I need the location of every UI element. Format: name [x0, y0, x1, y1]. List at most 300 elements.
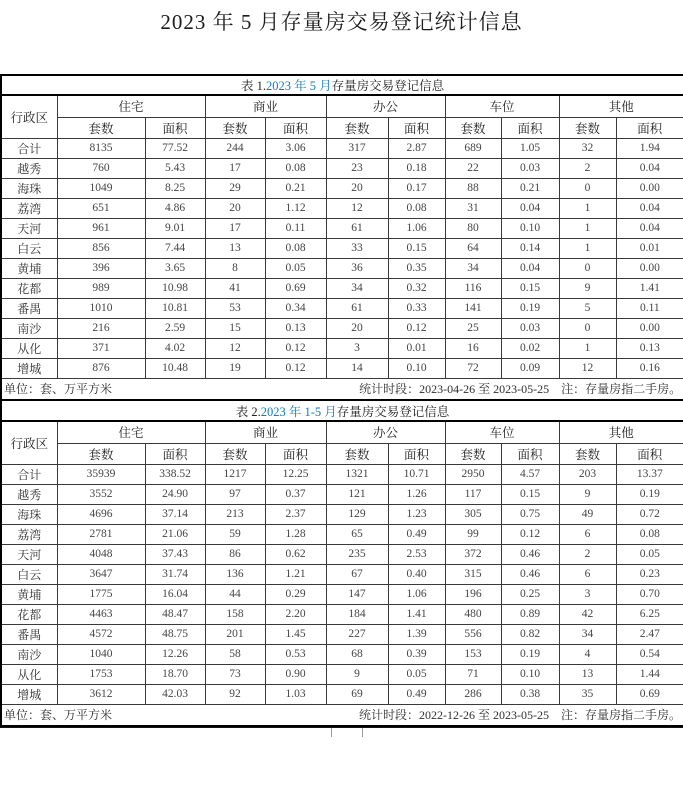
value-cell: 2781	[57, 524, 145, 544]
value-cell: 0.04	[501, 258, 559, 278]
value-cell: 0.15	[388, 238, 445, 258]
value-cell: 286	[445, 684, 501, 704]
sub-header-area: 面积	[388, 443, 445, 464]
value-cell: 876	[57, 358, 145, 378]
group-header-commercial: 商业	[205, 421, 326, 443]
value-cell: 0.82	[501, 624, 559, 644]
region-cell: 荔湾	[1, 198, 57, 218]
value-cell: 1.03	[265, 684, 326, 704]
value-cell: 0.17	[388, 178, 445, 198]
value-cell: 0.08	[265, 238, 326, 258]
table-row	[1, 604, 683, 624]
value-cell: 0.33	[388, 298, 445, 318]
value-cell: 3647	[57, 564, 145, 584]
value-cell: 0.49	[388, 524, 445, 544]
value-cell: 396	[57, 258, 145, 278]
value-cell: 18.70	[145, 664, 205, 684]
table-row	[1, 238, 683, 258]
value-cell: 71	[445, 664, 501, 684]
unit-label: 单位：套、万平方米	[4, 708, 113, 723]
tables-container	[0, 74, 683, 736]
value-cell: 24.90	[145, 484, 205, 504]
period-label: 统计时段：2023-04-26 至 2023-05-25	[359, 382, 550, 397]
value-cell: 1.12	[265, 198, 326, 218]
table-2-caption	[1, 401, 683, 421]
sub-header-units: 套数	[205, 117, 265, 138]
value-cell: 0.19	[501, 298, 559, 318]
value-cell: 0	[559, 318, 616, 338]
value-cell: 37.14	[145, 504, 205, 524]
value-cell: 0.18	[388, 158, 445, 178]
sub-header-units: 套数	[57, 443, 145, 464]
value-cell: 0.03	[501, 158, 559, 178]
value-cell: 856	[57, 238, 145, 258]
value-cell: 147	[326, 584, 388, 604]
value-cell: 35939	[57, 464, 145, 484]
table-row	[1, 278, 683, 298]
value-cell: 8.25	[145, 178, 205, 198]
table-row	[1, 564, 683, 584]
value-cell: 42.03	[145, 684, 205, 704]
region-cell: 海珠	[1, 178, 57, 198]
table-2-footer	[1, 704, 683, 726]
value-cell: 73	[205, 664, 265, 684]
value-cell: 10.71	[388, 464, 445, 484]
value-cell: 48.75	[145, 624, 205, 644]
value-cell: 0.01	[388, 338, 445, 358]
value-cell: 12	[205, 338, 265, 358]
value-cell: 315	[445, 564, 501, 584]
value-cell: 0.37	[265, 484, 326, 504]
value-cell: 12	[326, 198, 388, 218]
region-cell: 天河	[1, 544, 57, 564]
region-cell: 花都	[1, 604, 57, 624]
value-cell: 0	[559, 178, 616, 198]
table-row	[1, 484, 683, 504]
value-cell: 0.15	[501, 484, 559, 504]
value-cell: 13.37	[616, 464, 683, 484]
region-cell: 越秀	[1, 158, 57, 178]
table-row	[1, 544, 683, 564]
caption-suffix: 存量房交易登记信息	[331, 79, 445, 93]
value-cell: 10.98	[145, 278, 205, 298]
region-cell: 番禺	[1, 298, 57, 318]
value-cell: 1753	[57, 664, 145, 684]
value-cell: 0.25	[501, 584, 559, 604]
table-1-caption-row	[1, 75, 683, 95]
table-row	[1, 584, 683, 604]
value-cell: 141	[445, 298, 501, 318]
value-cell: 0.35	[388, 258, 445, 278]
group-header-office: 办公	[326, 95, 445, 117]
partial-cell-border	[331, 728, 332, 737]
value-cell: 0.12	[501, 524, 559, 544]
value-cell: 0.00	[616, 178, 683, 198]
value-cell: 0.70	[616, 584, 683, 604]
value-cell: 16	[445, 338, 501, 358]
caption-suffix: 存量房交易登记信息	[336, 404, 450, 419]
value-cell: 21.06	[145, 524, 205, 544]
table-row	[1, 684, 683, 704]
value-cell: 1.06	[388, 584, 445, 604]
value-cell: 153	[445, 644, 501, 664]
region-cell: 从化	[1, 664, 57, 684]
table-2-footer-row	[1, 704, 683, 726]
value-cell: 305	[445, 504, 501, 524]
value-cell: 0.11	[616, 298, 683, 318]
value-cell: 25	[445, 318, 501, 338]
value-cell: 4.57	[501, 464, 559, 484]
value-cell: 1.94	[616, 138, 683, 158]
value-cell: 1.28	[265, 524, 326, 544]
region-cell: 黄埔	[1, 584, 57, 604]
value-cell: 158	[205, 604, 265, 624]
value-cell: 1321	[326, 464, 388, 484]
value-cell: 0.13	[616, 338, 683, 358]
value-cell: 0.03	[501, 318, 559, 338]
sub-header-area: 面积	[616, 117, 683, 138]
value-cell: 6	[559, 524, 616, 544]
value-cell: 0.04	[616, 218, 683, 238]
value-cell: 0.11	[265, 218, 326, 238]
table-row	[1, 644, 683, 664]
value-cell: 0.34	[265, 298, 326, 318]
value-cell: 196	[445, 584, 501, 604]
table-row	[1, 158, 683, 178]
sub-header-units: 套数	[57, 117, 145, 138]
value-cell: 23	[326, 158, 388, 178]
sub-header-area: 面积	[145, 117, 205, 138]
value-cell: 0.08	[616, 524, 683, 544]
value-cell: 3	[326, 338, 388, 358]
value-cell: 4	[559, 644, 616, 664]
sub-header-area: 面积	[265, 443, 326, 464]
value-cell: 17	[205, 218, 265, 238]
value-cell: 22	[445, 158, 501, 178]
value-cell: 6	[559, 564, 616, 584]
value-cell: 0.08	[388, 198, 445, 218]
value-cell: 1217	[205, 464, 265, 484]
sub-header-area: 面积	[145, 443, 205, 464]
value-cell: 31.74	[145, 564, 205, 584]
value-cell: 1775	[57, 584, 145, 604]
value-cell: 69	[326, 684, 388, 704]
value-cell: 4463	[57, 604, 145, 624]
value-cell: 556	[445, 624, 501, 644]
value-cell: 99	[445, 524, 501, 544]
value-cell: 4696	[57, 504, 145, 524]
value-cell: 48.47	[145, 604, 205, 624]
value-cell: 65	[326, 524, 388, 544]
region-cell: 白云	[1, 238, 57, 258]
value-cell: 10.81	[145, 298, 205, 318]
value-cell: 0.21	[501, 178, 559, 198]
caption-period: 2023 年 5 月	[265, 79, 332, 93]
region-cell: 白云	[1, 564, 57, 584]
table-row	[1, 464, 683, 484]
table-row	[1, 504, 683, 524]
value-cell: 0.04	[616, 158, 683, 178]
value-cell: 0.46	[501, 544, 559, 564]
value-cell: 651	[57, 198, 145, 218]
value-cell: 0	[559, 258, 616, 278]
sub-header-units: 套数	[326, 443, 388, 464]
table-1-sub-header-row	[1, 117, 683, 138]
value-cell: 88	[445, 178, 501, 198]
value-cell: 213	[205, 504, 265, 524]
value-cell: 1	[559, 338, 616, 358]
sub-header-area: 面积	[388, 117, 445, 138]
value-cell: 0.12	[388, 318, 445, 338]
value-cell: 13	[205, 238, 265, 258]
value-cell: 0.21	[265, 178, 326, 198]
value-cell: 3552	[57, 484, 145, 504]
region-cell: 南沙	[1, 318, 57, 338]
value-cell: 203	[559, 464, 616, 484]
value-cell: 20	[326, 318, 388, 338]
period-label: 统计时段：2022-12-26 至 2023-05-25	[359, 708, 550, 723]
value-cell: 0.23	[616, 564, 683, 584]
value-cell: 216	[57, 318, 145, 338]
value-cell: 689	[445, 138, 501, 158]
value-cell: 13	[559, 664, 616, 684]
table-1-footer	[1, 378, 683, 400]
table-3-partial	[0, 727, 683, 736]
value-cell: 1.21	[265, 564, 326, 584]
value-cell: 15	[205, 318, 265, 338]
region-cell: 从化	[1, 338, 57, 358]
value-cell: 0.12	[265, 338, 326, 358]
value-cell: 0.53	[265, 644, 326, 664]
value-cell: 5.43	[145, 158, 205, 178]
region-cell: 花都	[1, 278, 57, 298]
value-cell: 0.04	[616, 198, 683, 218]
table-1-caption	[1, 75, 683, 95]
caption-prefix: 表 1.	[240, 79, 266, 93]
value-cell: 0.75	[501, 504, 559, 524]
value-cell: 34	[559, 624, 616, 644]
group-header-commercial: 商业	[205, 95, 326, 117]
value-cell: 2.20	[265, 604, 326, 624]
value-cell: 3	[559, 584, 616, 604]
value-cell: 0.38	[501, 684, 559, 704]
table-row	[1, 218, 683, 238]
region-cell: 合计	[1, 138, 57, 158]
value-cell: 80	[445, 218, 501, 238]
value-cell: 8	[205, 258, 265, 278]
value-cell: 19	[205, 358, 265, 378]
value-cell: 0.46	[501, 564, 559, 584]
value-cell: 12.25	[265, 464, 326, 484]
value-cell: 0.00	[616, 318, 683, 338]
value-cell: 1.44	[616, 664, 683, 684]
region-cell: 增城	[1, 358, 57, 378]
value-cell: 59	[205, 524, 265, 544]
value-cell: 1.05	[501, 138, 559, 158]
table-1-footer-row	[1, 378, 683, 400]
value-cell: 3612	[57, 684, 145, 704]
table-2-sub-header-row	[1, 443, 683, 464]
table-row	[1, 524, 683, 544]
value-cell: 20	[205, 198, 265, 218]
sub-header-area: 面积	[265, 117, 326, 138]
value-cell: 31	[445, 198, 501, 218]
value-cell: 16.04	[145, 584, 205, 604]
value-cell: 1.41	[388, 604, 445, 624]
sub-header-units: 套数	[559, 117, 616, 138]
value-cell: 760	[57, 158, 145, 178]
value-cell: 1049	[57, 178, 145, 198]
note-label: 注：存量房指二手房。	[561, 382, 682, 397]
value-cell: 0.00	[616, 258, 683, 278]
value-cell: 0.62	[265, 544, 326, 564]
value-cell: 44	[205, 584, 265, 604]
value-cell: 0.49	[388, 684, 445, 704]
value-cell: 3.65	[145, 258, 205, 278]
value-cell: 0.10	[501, 664, 559, 684]
region-cell: 番禺	[1, 624, 57, 644]
value-cell: 8135	[57, 138, 145, 158]
group-header-parking: 车位	[445, 95, 559, 117]
column-header-region: 行政区	[1, 421, 57, 464]
value-cell: 0.05	[265, 258, 326, 278]
table-2	[0, 401, 683, 727]
partial-cell-border	[362, 728, 363, 737]
value-cell: 68	[326, 644, 388, 664]
table-row	[1, 138, 683, 158]
table-row	[1, 358, 683, 378]
value-cell: 0.29	[265, 584, 326, 604]
value-cell: 227	[326, 624, 388, 644]
value-cell: 0.40	[388, 564, 445, 584]
sub-header-units: 套数	[205, 443, 265, 464]
sub-header-units: 套数	[326, 117, 388, 138]
table-1-body	[1, 138, 683, 378]
table-row	[1, 258, 683, 278]
group-header-other: 其他	[559, 421, 683, 443]
value-cell: 0.14	[501, 238, 559, 258]
value-cell: 0.13	[265, 318, 326, 338]
value-cell: 5	[559, 298, 616, 318]
value-cell: 1.26	[388, 484, 445, 504]
region-cell: 黄埔	[1, 258, 57, 278]
value-cell: 116	[445, 278, 501, 298]
value-cell: 61	[326, 218, 388, 238]
value-cell: 129	[326, 504, 388, 524]
value-cell: 0.04	[501, 198, 559, 218]
value-cell: 9.01	[145, 218, 205, 238]
value-cell: 2.47	[616, 624, 683, 644]
value-cell: 58	[205, 644, 265, 664]
value-cell: 9	[559, 484, 616, 504]
value-cell: 961	[57, 218, 145, 238]
table-row	[1, 338, 683, 358]
value-cell: 37.43	[145, 544, 205, 564]
value-cell: 1010	[57, 298, 145, 318]
note-label: 注：存量房指二手房。	[561, 708, 682, 723]
value-cell: 12.26	[145, 644, 205, 664]
value-cell: 4572	[57, 624, 145, 644]
value-cell: 36	[326, 258, 388, 278]
value-cell: 49	[559, 504, 616, 524]
region-cell: 增城	[1, 684, 57, 704]
value-cell: 0.05	[616, 544, 683, 564]
value-cell: 3.06	[265, 138, 326, 158]
value-cell: 1	[559, 218, 616, 238]
value-cell: 61	[326, 298, 388, 318]
value-cell: 0.90	[265, 664, 326, 684]
table-row	[1, 664, 683, 684]
value-cell: 92	[205, 684, 265, 704]
value-cell: 42	[559, 604, 616, 624]
value-cell: 201	[205, 624, 265, 644]
value-cell: 20	[326, 178, 388, 198]
caption-prefix: 表 2.	[235, 404, 261, 419]
value-cell: 317	[326, 138, 388, 158]
value-cell: 0.19	[616, 484, 683, 504]
value-cell: 1.45	[265, 624, 326, 644]
sub-header-units: 套数	[445, 117, 501, 138]
value-cell: 72	[445, 358, 501, 378]
value-cell: 7.44	[145, 238, 205, 258]
value-cell: 77.52	[145, 138, 205, 158]
region-cell: 南沙	[1, 644, 57, 664]
value-cell: 338.52	[145, 464, 205, 484]
table-2-group-header-row	[1, 421, 683, 443]
value-cell: 1.06	[388, 218, 445, 238]
value-cell: 2.87	[388, 138, 445, 158]
table-1	[0, 74, 683, 401]
unit-label: 单位：套、万平方米	[4, 382, 113, 397]
value-cell: 2	[559, 544, 616, 564]
value-cell: 1	[559, 238, 616, 258]
value-cell: 34	[326, 278, 388, 298]
value-cell: 371	[57, 338, 145, 358]
value-cell: 29	[205, 178, 265, 198]
value-cell: 1	[559, 198, 616, 218]
value-cell: 6.25	[616, 604, 683, 624]
value-cell: 0.32	[388, 278, 445, 298]
value-cell: 0.15	[501, 278, 559, 298]
value-cell: 2.59	[145, 318, 205, 338]
value-cell: 2.37	[265, 504, 326, 524]
value-cell: 244	[205, 138, 265, 158]
table-1-group-header-row	[1, 95, 683, 117]
sub-header-units: 套数	[559, 443, 616, 464]
value-cell: 0.09	[501, 358, 559, 378]
value-cell: 86	[205, 544, 265, 564]
table-row	[1, 178, 683, 198]
value-cell: 1.41	[616, 278, 683, 298]
column-header-region: 行政区	[1, 95, 57, 138]
region-cell: 荔湾	[1, 524, 57, 544]
group-header-residential: 住宅	[57, 421, 205, 443]
value-cell: 4.86	[145, 198, 205, 218]
value-cell: 121	[326, 484, 388, 504]
value-cell: 184	[326, 604, 388, 624]
value-cell: 0.02	[501, 338, 559, 358]
table-row	[1, 318, 683, 338]
table-2-body	[1, 464, 683, 704]
value-cell: 2950	[445, 464, 501, 484]
value-cell: 4.02	[145, 338, 205, 358]
value-cell: 4048	[57, 544, 145, 564]
value-cell: 64	[445, 238, 501, 258]
value-cell: 9	[326, 664, 388, 684]
group-header-office: 办公	[326, 421, 445, 443]
sub-header-area: 面积	[501, 117, 559, 138]
value-cell: 136	[205, 564, 265, 584]
